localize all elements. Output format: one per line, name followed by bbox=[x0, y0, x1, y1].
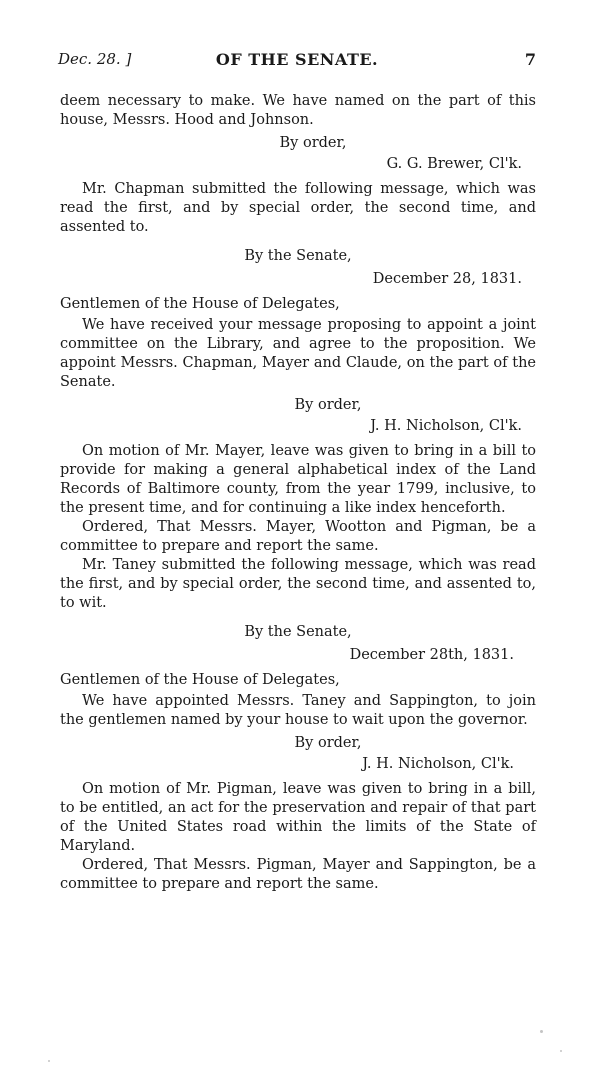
paragraph: On motion of Mr. Pigman, leave was given to bring in a bill, to be entitled, an act for the preservation and repair of that part of the United States road within the limits of the State of Maryland. bbox=[60, 781, 536, 854]
header-date: Dec. 28. ] bbox=[58, 50, 132, 68]
salutation: Gentlemen of the House of Delegates, bbox=[60, 296, 340, 312]
message-date: December 28th, 1831. bbox=[349, 647, 514, 663]
message-date: December 28, 1831. bbox=[372, 271, 522, 287]
page-body bbox=[60, 92, 536, 894]
by-the-senate: By the Senate, bbox=[244, 624, 352, 640]
by-order: By order, bbox=[294, 397, 362, 413]
paragraph: Mr. Chapman submitted the following message, which was read the first, and by special order, the second time, and assented to. bbox=[60, 181, 536, 235]
page-header bbox=[58, 50, 536, 74]
paragraph: Ordered, That Messrs. Mayer, Wootton and Pigman, be a committee to prepare and report the same. bbox=[60, 519, 536, 554]
header-title: OF THE SENATE. bbox=[215, 50, 379, 69]
paragraph: Ordered, That Messrs. Pigman, Mayer and Sappington, be a committee to prepare and report the same. bbox=[60, 857, 536, 892]
ink-speck bbox=[560, 1050, 562, 1052]
salutation: Gentlemen of the House of Delegates, bbox=[60, 672, 340, 688]
ink-speck bbox=[48, 1060, 50, 1062]
clerk-signature: G. G. Brewer, Cl'k. bbox=[386, 156, 522, 172]
by-order: By order, bbox=[279, 135, 347, 151]
clerk-signature: J. H. Nicholson, Cl'k. bbox=[370, 418, 522, 434]
by-order: By order, bbox=[294, 735, 362, 751]
page-number: 7 bbox=[524, 50, 536, 69]
paragraph: We have appointed Messrs. Taney and Sappington, to join the gentlemen named by your house to wait upon the governor. bbox=[60, 693, 536, 728]
paragraph: Mr. Taney submitted the following message, which was read the first, and by special order, the second time, and assented to, to wit. bbox=[60, 557, 536, 611]
by-the-senate: By the Senate, bbox=[244, 248, 352, 264]
clerk-signature: J. H. Nicholson, Cl'k. bbox=[362, 756, 514, 772]
paragraph: deem necessary to make. We have named on the part of this house, Messrs. Hood and Johnson. bbox=[60, 93, 536, 128]
paragraph: On motion of Mr. Mayer, leave was given to bring in a bill to provide for making a general alphabetical index of the Land Records of Baltimore county, from the year 1799, inclusive, to the present time, and for continuing a like index henceforth. bbox=[60, 443, 536, 516]
paragraph: We have received your message proposing to appoint a joint committee on the Library, and agree to the proposition. We appoint Messrs. Chapman, Mayer and Claude, on the part of the Senate. bbox=[60, 317, 536, 390]
ink-speck bbox=[540, 1030, 543, 1033]
